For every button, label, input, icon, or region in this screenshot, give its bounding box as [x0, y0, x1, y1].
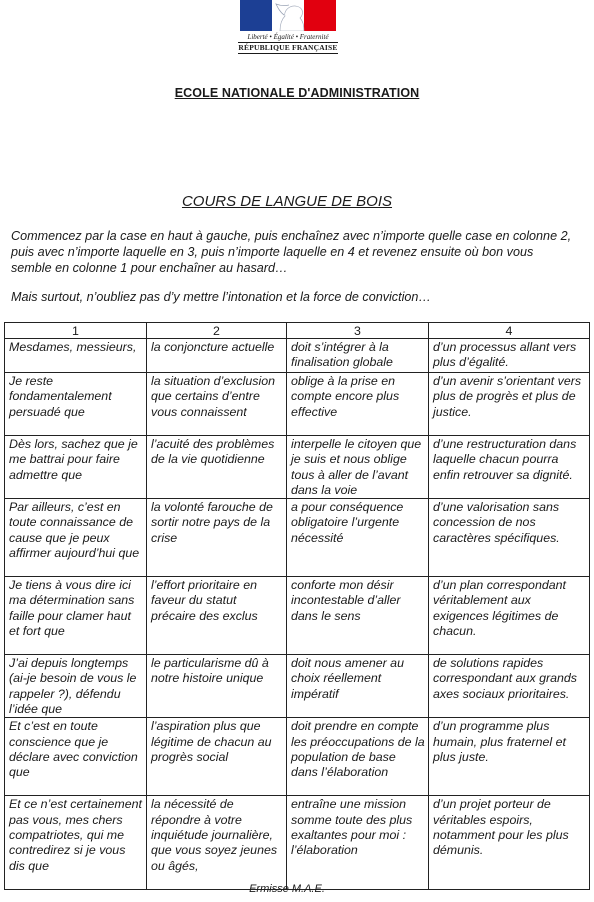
column-header-1: 1	[5, 323, 147, 339]
table-cell: doit prendre en compte les préoccupations de la population de base dans l’élaboration	[287, 718, 429, 796]
table-cell: la conjoncture actuelle	[147, 339, 287, 373]
column-header-2: 2	[147, 323, 287, 339]
table-row	[5, 436, 590, 499]
marianne-flag-icon	[240, 0, 336, 31]
table-cell: de solutions rapides correspondant aux grands axes sociaux prioritaires.	[429, 655, 590, 718]
table-cell: d’une valorisation sans concession de nos caractères spécifiques.	[429, 499, 590, 577]
phrase-table	[4, 322, 590, 890]
table-row	[5, 577, 590, 655]
table-cell: interpelle le citoyen que je suis et nous oblige tous à aller de l’avant dans la voie	[287, 436, 429, 499]
table-cell: oblige à la prise en compte encore plus effective	[287, 373, 429, 436]
table-cell: la volonté farouche de sortir notre pays de la crise	[147, 499, 287, 577]
table-cell: doit s’intégrer à la finalisation globale	[287, 339, 429, 373]
table-cell: a pour conséquence obligatoire l’urgente nécessité	[287, 499, 429, 577]
table-cell: Dès lors, sachez que je me battrai pour faire admettre que	[5, 436, 147, 499]
table-row	[5, 499, 590, 577]
republique-francaise-label: RÉPUBLIQUE FRANÇAISE	[238, 43, 338, 52]
table-cell: d’un programme plus humain, plus fraternel et plus juste.	[429, 718, 590, 796]
table-row	[5, 718, 590, 796]
table-cell: d’une restructuration dans laquelle chacun pourra enfin retrouver sa dignité.	[429, 436, 590, 499]
table-header-row	[5, 323, 590, 339]
instructions-paragraph: Commencez par la case en haut à gauche, puis enchaînez avec n’importe quelle case en colonne 2, puis avec n’importe laquelle en 3, puis n’importe laquelle en 4 et revenez ensuite où bon vous semble en colonne 1 pour enchaîner au hasard…	[11, 229, 572, 275]
course-title: COURS DE LANGUE DE BOIS	[181, 193, 393, 210]
table-cell: Je tiens à vous dire ici ma détermination sans faille pour clamer haut et fort que	[5, 577, 147, 655]
table-cell: l’effort prioritaire en faveur du statut précaire des exclus	[147, 577, 287, 655]
table-cell: doit nous amener au choix réellement impératif	[287, 655, 429, 718]
table-cell: Et ce n’est certainement pas vous, mes chers compatriotes, qui me contredirez si je vous dis que	[5, 796, 147, 890]
republique-francaise-logo	[237, 0, 339, 62]
table-cell: Je reste fondamentalement persuadé que	[5, 373, 147, 436]
flag-red-band	[304, 0, 336, 31]
table-cell: la nécessité de répondre à votre inquiétude journalière, que vous soyez jeunes ou âgés,	[147, 796, 287, 890]
table-cell: d’un projet porteur de véritables espoirs, notamment pour les plus démunis.	[429, 796, 590, 890]
table-cell: Mesdames, messieurs,	[5, 339, 147, 373]
table-cell: d’un avenir s’orientant vers plus de progrès et plus de justice.	[429, 373, 590, 436]
table-cell: d’un processus allant vers plus d’égalité.	[429, 339, 590, 373]
logo-divider-bottom	[238, 53, 338, 54]
table-cell: l’aspiration plus que légitime de chacun au progrès social	[147, 718, 287, 796]
reminder-paragraph: Mais surtout, n’oubliez pas d’y mettre l’intonation et la force de conviction…	[11, 290, 432, 304]
table-cell: J’ai depuis longtemps (ai-je besoin de vous le rappeler ?), défendu l’idée que	[5, 655, 147, 718]
column-header-4: 4	[429, 323, 590, 339]
table-cell: conforte mon désir incontestable d’aller dans le sens	[287, 577, 429, 655]
school-name: ECOLE NATIONALE D'ADMINISTRATION	[174, 86, 420, 100]
table-row	[5, 796, 590, 890]
author-signature: Ermisse M.A.E.	[249, 883, 325, 895]
table-row	[5, 373, 590, 436]
table-cell: Par ailleurs, c’est en toute connaissance de cause que je peux affirmer aujourd’hui que	[5, 499, 147, 577]
table-row	[5, 655, 590, 718]
table-cell: la situation d’exclusion que certains d’entre vous connaissent	[147, 373, 287, 436]
table-cell: d’un plan correspondant véritablement aux exigences légitimes de chacun.	[429, 577, 590, 655]
republic-motto: Liberté • Égalité • Fraternité	[247, 33, 329, 41]
table-cell: entraîne une mission somme toute des plus exaltantes pour moi : l’élaboration	[287, 796, 429, 890]
column-header-3: 3	[287, 323, 429, 339]
flag-blue-band	[240, 0, 272, 31]
table-cell: l’acuité des problèmes de la vie quotidienne	[147, 436, 287, 499]
table-row	[5, 339, 590, 373]
table-cell: Et c’est en toute conscience que je déclare avec conviction que	[5, 718, 147, 796]
table-cell: le particularisme dû à notre histoire unique	[147, 655, 287, 718]
